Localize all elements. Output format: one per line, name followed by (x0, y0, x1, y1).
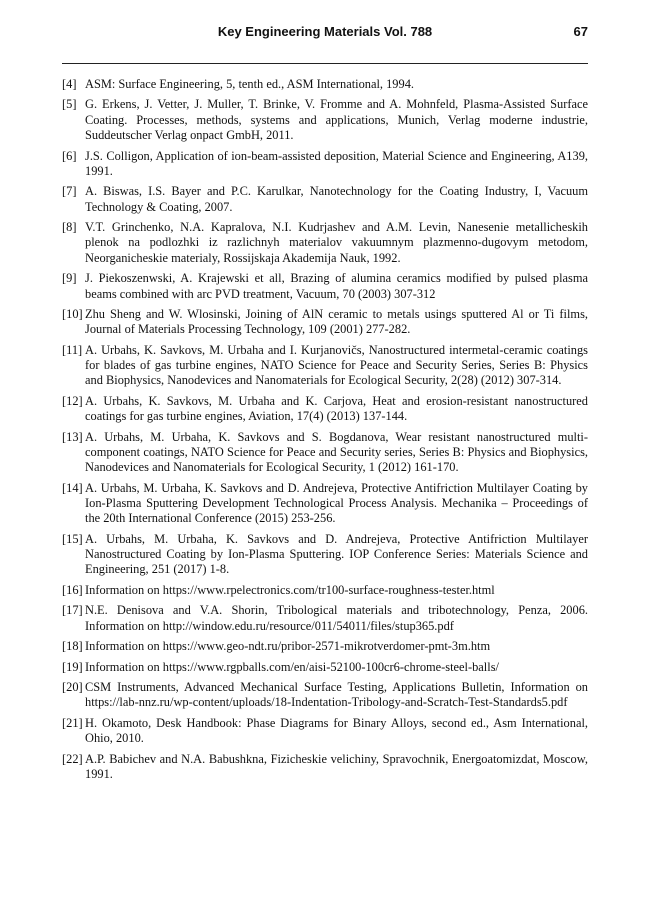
reference-text: A. Urbahs, M. Urbaha, K. Savkovs and S. Bogdanova, Wear resistant nanostructured multi-component coatings, NATO Science for Peace and Security series, Series B: Physics and Biophysics, Nanodevices and Nanomaterials for Ecological Security, 1 (2012) 161-170. (85, 429, 588, 475)
reference-number: [16] (62, 582, 83, 597)
reference-item (62, 716, 588, 747)
reference-number: [21] (62, 715, 83, 730)
reference-item (62, 97, 588, 143)
reference-text: N.E. Denisova and V.A. Shorin, Tribological materials and tribotechnology, Penza, 2006. Information on http://window.edu.ru/resource/011/54011/files/stup365.pdf (85, 603, 588, 633)
reference-number: [13] (62, 429, 83, 444)
reference-item (62, 307, 588, 338)
journal-title: Key Engineering Materials Vol. 788 (217, 24, 433, 39)
reference-item (62, 603, 588, 634)
reference-text: J. Piekoszenwski, A. Krajewski et all, Brazing of alumina ceramics modified by pulsed plasma beams combined with arc PVD treatment, Vacuum, 70 (2003) 307-312 (85, 271, 588, 301)
reference-text: A.P. Babichev and N.A. Babushkna, Fizicheskie velichiny, Spravochnik, Energoatomizdat, Moscow, 1991. (85, 751, 588, 781)
reference-number: [9] (62, 271, 77, 286)
header-divider (62, 63, 588, 64)
reference-text: Information on https://www.rpelectronics.com/tr100-surface-roughness-tester.html (85, 582, 495, 597)
reference-item (62, 220, 588, 266)
reference-number: [7] (62, 184, 77, 199)
reference-item (62, 660, 588, 675)
reference-item (62, 532, 588, 578)
reference-text: J.S. Colligon, Application of ion-beam-assisted deposition, Material Science and Engineering, A139, 1991. (85, 148, 588, 178)
reference-number: [11] (62, 342, 83, 357)
reference-number: [4] (62, 77, 77, 91)
reference-item (62, 639, 588, 654)
reference-text: G. Erkens, J. Vetter, J. Muller, T. Brinke, V. Fromme and A. Mohnfeld, Plasma-Assisted Surface Coating. Processes, methods, systems and applications, Munich, Verlag moderne industrie, Suddeutscher Verlag onpact GmbH, 2011. (85, 97, 588, 143)
reference-text: H. Okamoto, Desk Handbook: Phase Diagrams for Binary Alloys, second ed., Asm International, Ohio, 2010. (85, 715, 588, 746)
reference-text: A. Biswas, I.S. Bayer and P.C. Karulkar, Nanotechnology for the Coating Industry, I, Vacuum Technology & Coating, 2007. (85, 184, 588, 214)
reference-text: Zhu Sheng and W. Wlosinski, Joining of AlN ceramic to metals usings sputtered Al or Ti films, Journal of Materials Processing Technology, 109 (2001) 277-282. (85, 306, 588, 337)
reference-item (62, 343, 588, 389)
reference-number: [12] (62, 393, 83, 408)
reference-number: [17] (62, 603, 83, 618)
reference-list (62, 77, 588, 787)
reference-number: [15] (62, 531, 83, 546)
reference-text: V.T. Grinchenko, N.A. Kapralova, N.I. Kudrjashev and A.M. Levin, Nanesenie metallicheskih plenok na podlozhki iz razlichnyh materialov vakuumnym plazmenno-dugovym metodom, Neorganicheskie materialy, Rossijskaja Akademija Nauk, 1992. (85, 220, 588, 265)
reference-item (62, 752, 588, 783)
reference-text: A. Urbahs, K. Savkovs, M. Urbaha and K. Carjova, Heat and erosion-resistant nanostructured coatings for gas turbine engines, Aviation, 17(4) (2013) 137-144. (85, 393, 588, 424)
reference-number: [20] (62, 680, 83, 695)
reference-number: [5] (62, 97, 77, 112)
reference-item (62, 481, 588, 527)
reference-item (62, 394, 588, 425)
reference-text: CSM Instruments, Advanced Mechanical Surface Testing, Applications Bulletin, Information on https://lab-nnz.ru/wp-content/uploads/18-Indentation-Tribology-and-Scratch-Test-Standards5.pdf (85, 680, 588, 710)
reference-number: [18] (62, 639, 83, 654)
page-number: 67 (573, 24, 588, 39)
reference-item (62, 680, 588, 711)
reference-number: [6] (62, 148, 77, 163)
running-header (62, 24, 588, 42)
reference-item (62, 149, 588, 180)
reference-item (62, 583, 588, 598)
reference-number: [19] (62, 659, 83, 674)
reference-text: Information on https://www.geo-ndt.ru/pribor-2571-mikrotverdomer-pmt-3m.htm (85, 639, 491, 654)
reference-number: [14] (62, 480, 83, 495)
reference-number: [22] (62, 751, 83, 766)
reference-item (62, 271, 588, 302)
reference-text: A. Urbahs, M. Urbaha, K. Savkovs and D. Andrejeva, Protective Antifriction Multilayer Coating by Ion-Plasma Sputtering Development Technological Process Analysis. Mechanika – Proceedings of the 20th International Conference (2015) 253-256. (85, 480, 588, 526)
reference-text: A. Urbahs, M. Urbaha, K. Savkovs and D. Andrejeva, Protective Antifriction Multilayer Nanostructured Coating by Ion-Plasma Sputtering. IOP Conference Series: Materials Science and Engineering, 251 (2017) 1-8. (85, 531, 588, 577)
reference-text: Information on https://www.rgpballs.com/en/aisi-52100-100cr6-chrome-steel-balls/ (85, 659, 499, 674)
reference-item (62, 184, 588, 215)
reference-text: ASM: Surface Engineering, 5, tenth ed., ASM International, 1994. (85, 77, 414, 91)
reference-item (62, 430, 588, 476)
reference-item (62, 77, 588, 92)
reference-number: [8] (62, 220, 77, 235)
reference-number: [10] (62, 306, 83, 321)
reference-text: A. Urbahs, K. Savkovs, M. Urbaha and I. Kurjanovičs, Nanostructured intermetal-ceramic coatings for blades of gas turbine engines, NATO Science for Peace and Security Series, Series B: Physics and Biophysics, Nanodevices and Nanomaterials for Ecological Security, 2(28) (2012) 307-314. (85, 342, 588, 388)
